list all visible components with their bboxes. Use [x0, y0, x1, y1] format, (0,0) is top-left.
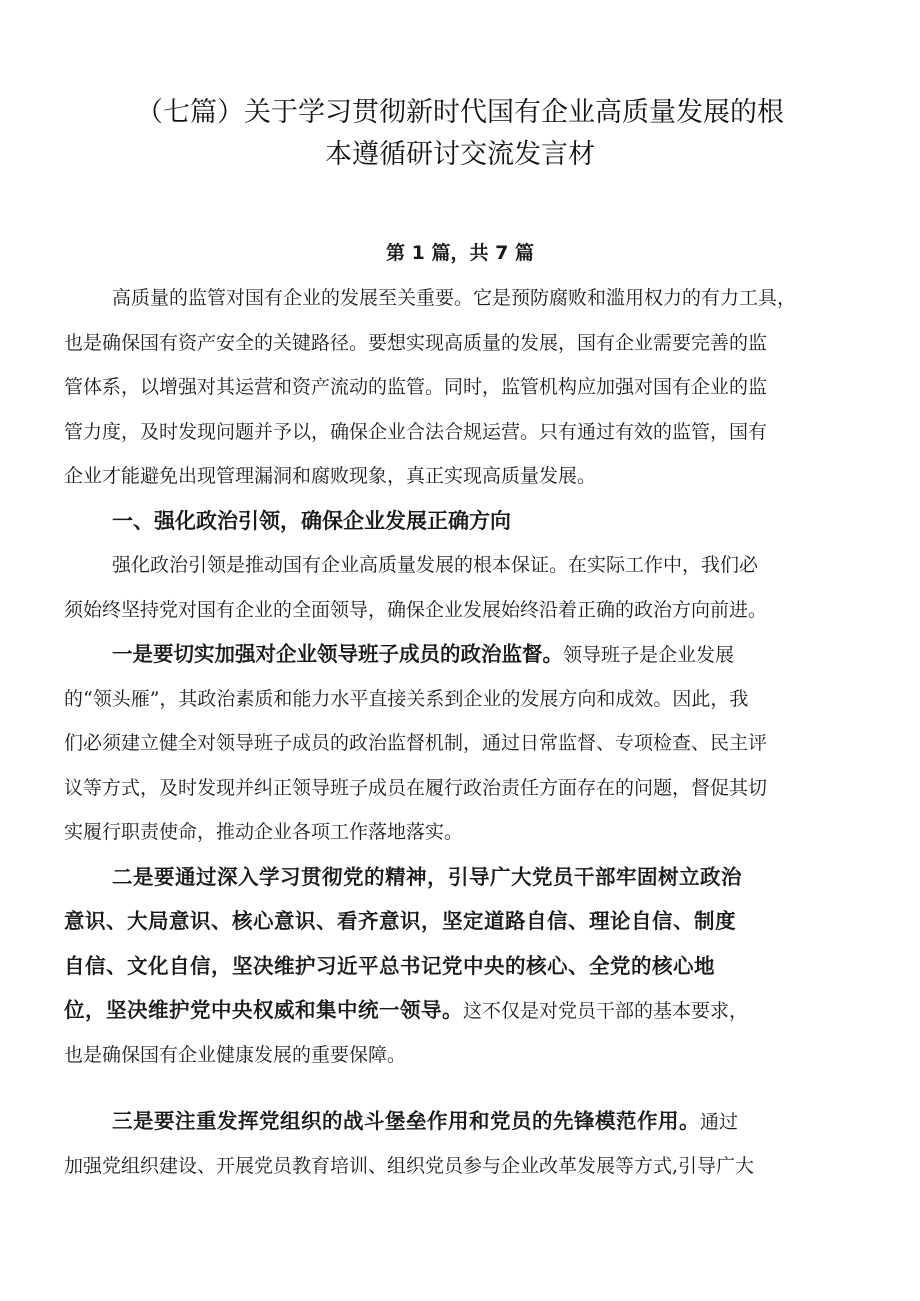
paragraph-line: 企业才能避免出现管理漏洞和腐败现象，真正实现高质量发展。: [64, 465, 597, 487]
paragraph-line: 加强党组织建设、开展党员教育培训、组织党员参与企业改革发展等方式,引导广大: [64, 1154, 755, 1177]
emphasis-line: 自信、文化自信，坚决维护习近平总书记党中央的核心、全党的核心地: [64, 953, 715, 978]
paragraph-line: [64, 1099, 864, 1144]
paragraph-line: 们必须建立健全对领导班子成员的政治监督机制，通过日常监督、专项检查、民主评: [64, 732, 768, 754]
paragraph-line: 的“领头雁”，其政治素质和能力水平直接关系到企业的发展方向和成效。因此，我: [64, 687, 749, 710]
paragraph-line: 管体系，以增强对其运营和资产流动的监管。同时，监管机构应加强对国有企业的监: [64, 376, 768, 398]
title-line-2: 本遵循研讨交流发言材: [325, 139, 595, 170]
paragraph-line: 强化政治引领是推动国有企业高质量发展的根本保证。在实际工作中，我们必: [112, 554, 759, 576]
section-heading: 一、强化政治引领，确保企业发展正确方向: [112, 507, 511, 533]
paragraph-line: 须始终坚持党对国有企业的全面领导，确保企业发展始终沿着正确的政治方向前进。: [64, 598, 768, 621]
paragraph-line: 也是确保国有企业健康发展的重要保障。: [64, 1043, 407, 1066]
paragraph-line: 实履行职责使命，推动企业各项工作落地落实。: [64, 821, 464, 843]
title-line-1: （七篇）关于学习贯彻新时代国有企业高质量发展的根: [136, 97, 784, 128]
emphasis-lead: 三是要注重发挥党组织的战斗堡垒作用和党员的先锋模范作用。: [112, 1109, 700, 1133]
document-body: [64, 276, 864, 1188]
paragraph-line: 管力度，及时发现问题并予以，确保企业合法合规运营。只有通过有效的监管，国有: [64, 420, 768, 443]
emphasis-lead: 一是要切实加强对企业领导班子成员的政治监督。: [112, 642, 563, 666]
emphasis-text: 位，坚决维护党中央权威和集中统一领导。: [64, 998, 463, 1022]
emphasis-line: 意识、大局意识、核心意识、看齐意识，坚定道路自信、理论自信、制度: [64, 909, 736, 933]
paragraph-text: 领导班子是企业发展: [563, 644, 735, 666]
paragraph-line: [64, 632, 864, 677]
paragraph-line: 高质量的监管对国有企业的发展至关重要。它是预防腐败和滥用权力的有力工具，: [112, 287, 797, 309]
paragraph-gap: [64, 1077, 864, 1099]
paragraph-line: 议等方式，及时发现并纠正领导班子成员在履行政治责任方面存在的问题，督促其切: [64, 776, 768, 799]
paragraph-line: [64, 988, 864, 1033]
paragraph-line: 也是确保国有资产安全的关键路径。要想实现高质量的发展，国有企业需要完善的监: [64, 331, 768, 354]
part-label: 第 1 篇，共 7 篇: [386, 242, 534, 264]
paragraph-text: 通过: [700, 1111, 739, 1133]
emphasis-line: 二是要通过深入学习贯彻党的精神，引导广大党员干部牢固树立政治: [112, 864, 742, 889]
paragraph-text: 这不仅是对党员干部的基本要求，: [463, 1000, 749, 1022]
document-title: [60, 92, 860, 176]
